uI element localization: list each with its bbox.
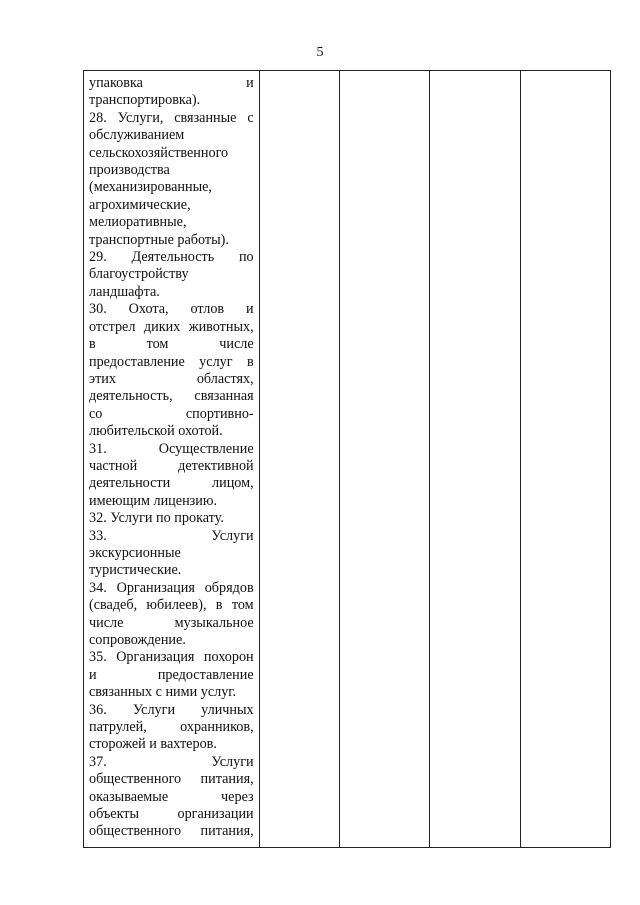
table-cell-line: 29. Деятельность по: [89, 249, 254, 266]
table-cell-line: отстрел диких животных,: [89, 318, 254, 335]
empty-cell-2: [259, 71, 339, 848]
table-cell-line: имеющим лицензию.: [89, 492, 218, 509]
table-cell-line: патрулей, охранников,: [89, 719, 254, 736]
table-row: [84, 71, 611, 848]
table-cell-line: мелиоративные,: [89, 214, 187, 231]
empty-cell-4: [430, 71, 520, 848]
activity-list: [89, 75, 254, 841]
table-cell-line: частной детективной: [89, 457, 254, 474]
table-cell-line: объекты организации: [89, 806, 254, 823]
table-cell-line: любительской охотой.: [89, 423, 223, 440]
table-cell-line: 31. Осуществление: [89, 440, 254, 457]
table-cell-line: сельскохозяйственного: [89, 144, 229, 161]
table-cell-line: ландшафта.: [89, 283, 160, 300]
table-cell-line: этих областях,: [89, 370, 254, 387]
table-cell-line: сторожей и вахтеров.: [89, 736, 217, 753]
empty-cell-3: [339, 71, 429, 848]
table-cell-line: 32. Услуги по прокату.: [89, 510, 224, 527]
table-cell-line: связанных с ними услуг.: [89, 684, 237, 701]
table-cell-line: 30. Охота, отлов и: [89, 301, 254, 318]
table-cell-line: 33. Услуги: [89, 527, 254, 544]
table-cell-line: сопровождение.: [89, 632, 186, 648]
page-number: 5: [316, 45, 324, 60]
table-cell-line: (свадеб, юбилеев), в том: [89, 597, 254, 614]
table-cell-line: деятельность, связанная: [89, 388, 254, 405]
table-cell-line: со спортивно-: [89, 405, 254, 422]
table-cell-line: транспортировка).: [89, 92, 201, 109]
table-cell-line: (механизированные,: [89, 179, 212, 196]
table-cell-line: в том числе: [89, 336, 254, 353]
table-cell-line: числе музыкальное: [89, 614, 254, 631]
table-cell-line: обслуживанием: [89, 127, 185, 144]
table-cell-line: деятельности лицом,: [89, 475, 254, 492]
table-cell-line: общественного питания,: [89, 823, 254, 840]
table-cell-line: агрохимические,: [89, 196, 191, 213]
empty-cell-5: [520, 71, 610, 848]
table-cell-line: благоустройству: [89, 266, 189, 283]
table-cell-line: предоставление услуг в: [89, 353, 254, 370]
table-cell-line: экскурсионные: [89, 544, 181, 561]
table-cell-line: транспортные работы).: [89, 231, 229, 248]
table-cell-line: 34. Организация обрядов: [89, 579, 254, 596]
table-cell-line: упаковка и: [89, 75, 254, 91]
table-cell-line: оказываемые через: [89, 788, 254, 805]
table-cell-line: туристические.: [89, 562, 182, 579]
table-cell-line: 37. Услуги: [89, 753, 254, 770]
table-cell-line: и предоставление: [89, 666, 254, 683]
table-cell-line: производства: [89, 162, 170, 179]
table-cell-line: общественного питания,: [89, 771, 254, 788]
activity-list-cell: [84, 71, 260, 848]
table-cell-line: 35. Организация похорон: [89, 649, 254, 666]
document-table: [83, 70, 611, 848]
table-cell-line: 28. Услуги, связанные с: [89, 109, 254, 126]
table-cell-line: 36. Услуги уличных: [89, 701, 254, 718]
